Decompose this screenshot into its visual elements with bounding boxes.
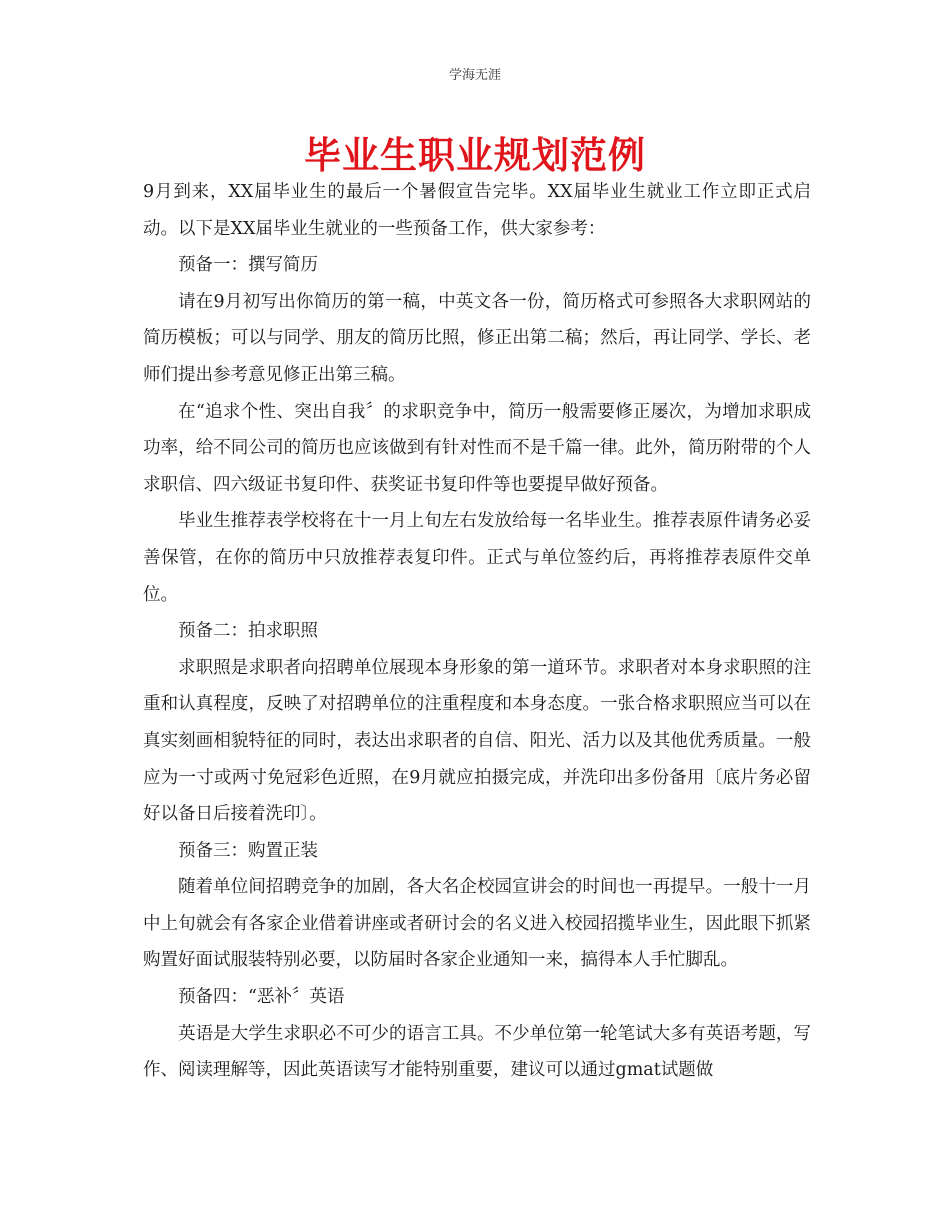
section-heading-photo: 预备二：拍求职照 [178, 621, 318, 642]
body-paragraph: 求职照是求职者向招聘单位展现本身形象的第一道环节。求职者对本身求职照的注重和认真程度，反映了对招聘单位的注重程度和本身态度。一张合格求职照应当可以在真实刻画相貌特征的同时，表达出求职者的自信、阳光、活力以及其他优秀质量。一般应为一寸或两寸免冠彩色近照，在9月就应拍摄完成，并洗印出多份备用〔底片务必留好以备日后接着洗印〕。 [143, 657, 811, 825]
body-paragraph: 毕业生推荐表学校将在十一月上旬左右发放给每一名毕业生。推荐表原件请务必妥善保管，在你的简历中只放推荐表复印件。正式与单位签约后，再将推荐表原件交单位。 [143, 511, 811, 605]
intro-paragraph: 9月到来，XX届毕业生的最后一个暑假宣告完毕。XX届毕业生就业工作立即正式启动。以下是XX届毕业生就业的一些预备工作，供大家参考： [143, 182, 811, 239]
body-paragraph: 请在9月初写出你简历的第一稿，中英文各一份，简历格式可参照各大求职网站的简历模板；可以与同学、朋友的简历比照，修正出第二稿；然后，再让同学、学长、老师们提出参考意见修正出第三稿。 [143, 291, 811, 385]
page-header: 学海无涯 [448, 68, 501, 83]
body-paragraph: 英语是大学生求职必不可少的语言工具。不少单位第一轮笔试大多有英语考题，写作、阅读理解等，因此英语读写才能特别重要，建议可以通过gmat试题做 [143, 1023, 811, 1081]
document-body [143, 174, 811, 1089]
section-heading-resume: 预备一：撰写简历 [178, 255, 318, 276]
section-heading-english: 预备四：“恶补〞英语 [178, 987, 345, 1008]
section-heading-attire: 预备三：购置正装 [178, 840, 318, 861]
body-paragraph: 在“追求个性、突出自我〞的求职竞争中，简历一般需要修正屡次，为增加求职成功率，给不同公司的简历也应该做到有针对性而不是千篇一律。此外，简历附带的个人求职信、四六级证书复印件、获奖证书复印件等也要提早做好预备。 [143, 401, 811, 495]
body-paragraph: 随着单位间招聘竞争的加剧，各大名企校园宣讲会的时间也一再提早。一般十一月中上旬就会有各家企业借着讲座或者研讨会的名义进入校园招揽毕业生，因此眼下抓紧购置好面试服装特别必要，以防届时各家企业通知一来，搞得本人手忙脚乱。 [143, 877, 811, 971]
document-title: 毕业生职业规划范例 [304, 134, 646, 177]
